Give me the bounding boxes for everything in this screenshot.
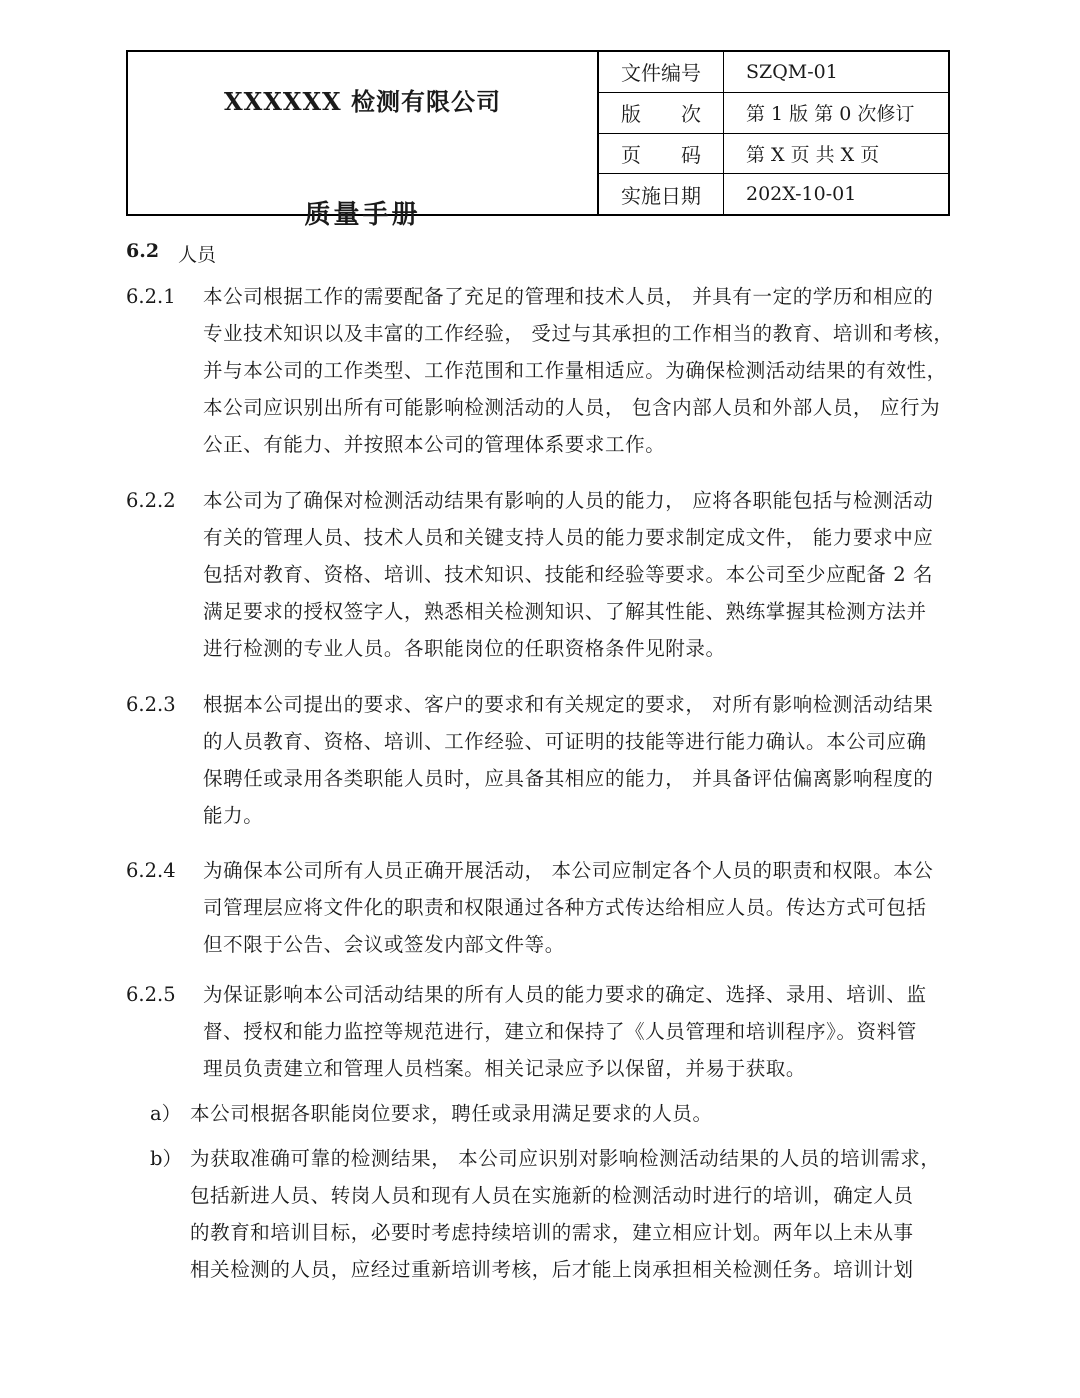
text-line: 为获取准确可靠的检测结果， 本公司应识别对影响检测活动结果的人员的培训需求， (190, 1147, 941, 1170)
clause-text (203, 686, 956, 834)
clause-number: 6.2.5 (126, 983, 176, 1006)
clause-6-2-5 (126, 976, 956, 1087)
header-title-cell (128, 52, 599, 230)
text-line: 本公司根据各职能岗位要求，聘任或录用满足要求的人员。 (190, 1102, 713, 1125)
text-line: 为确保本公司所有人员正确开展活动， 本公司应制定各个人员的职责和权限。本公 (203, 859, 934, 882)
clause-number: 6.2.2 (126, 489, 176, 512)
header-value: SZQM-01 (746, 60, 838, 83)
text-line: 相关检测的人员，应经过重新培训考核，后才能上岗承担相关检测任务。培训计划 (190, 1258, 914, 1281)
list-marker: a） (150, 1102, 182, 1125)
list-item-text (190, 1140, 956, 1288)
list-item-b (150, 1140, 956, 1288)
text-line: 有关的管理人员、技术人员和关键支持人员的能力要求制定成文件， 能力要求中应 (203, 526, 934, 549)
text-line: 公正、有能力、并按照本公司的管理体系要求工作。 (203, 433, 666, 456)
text-line: 能力。 (203, 804, 264, 827)
clause-text (203, 482, 956, 667)
clause-number: 6.2.1 (126, 285, 176, 308)
text-line: 但不限于公告、会议或签发内部文件等。 (203, 933, 565, 956)
text-line: 司管理层应将文件化的职责和权限通过各种方式传达给相应人员。传达方式可包括 (203, 896, 927, 919)
clause-number: 6.2.3 (126, 693, 176, 716)
text-line: 包括对教育、资格、培训、技术知识、技能和经验等要求。本公司至少应配备 2 名 (203, 563, 934, 586)
text-line: 包括新进人员、转岗人员和现有人员在实施新的检测活动时进行的培训，确定人员 (190, 1184, 914, 1207)
header-label: 版 次 (599, 93, 724, 133)
clause-text (203, 852, 956, 963)
text-line: 并与本公司的工作类型、工作范围和工作量相适应。为确保检测活动结果的有效性， (203, 359, 947, 382)
header-row-page (599, 134, 948, 175)
list-item-a (150, 1095, 956, 1132)
clause-number: 6.2.4 (126, 859, 176, 882)
document-header-table (126, 50, 950, 230)
clause-text (203, 976, 956, 1087)
text-line: 理员负责建立和管理人员档案。相关记录应予以保留，并易于获取。 (203, 1057, 807, 1080)
text-line: 督、授权和能力监控等规范进行，建立和保持了《人员管理和培训程序》。资料管 (203, 1020, 917, 1043)
header-row-version (599, 93, 948, 134)
manual-title: 质量手册 (304, 200, 421, 230)
section-number: 6.2 (126, 240, 160, 262)
text-line: 本公司为了确保对检测活动结果有影响的人员的能力， 应将各职能包括与检测活动 (203, 489, 934, 512)
header-info-cells (599, 52, 948, 214)
header-value: 202X-10-01 (746, 183, 857, 206)
clause-6-2-1 (126, 278, 956, 463)
list-marker: b） (150, 1147, 182, 1170)
header-value: 第 X 页 共 X 页 (746, 143, 880, 166)
text-line: 专业技术知识以及丰富的工作经验， 受过与其承担的工作相当的教育、培训和考核， (203, 322, 954, 345)
header-label: 实施日期 (599, 174, 724, 214)
text-line: 的人员教育、资格、培训、工作经验、可证明的技能等进行能力确认。本公司应确 (203, 730, 927, 753)
clause-text (203, 278, 956, 463)
company-name: XXXXXX 检测有限公司 (223, 87, 502, 116)
text-line: 满足要求的授权签字人，熟悉相关检测知识、了解其性能、熟练掌握其检测方法并 (203, 600, 927, 623)
text-line: 本公司应识别出所有可能影响检测活动的人员， 包含内部人员和外部人员， 应行为 (203, 396, 941, 419)
clause-6-2-3 (126, 686, 956, 834)
text-line: 的教育和培训目标，必要时考虑持续培训的需求，建立相应计划。两年以上未从事 (190, 1221, 914, 1244)
text-line: 保聘任或录用各类职能人员时，应具备其相应的能力， 并具备评估偏离影响程度的 (203, 767, 934, 790)
header-value: 第 1 版 第 0 次修订 (746, 103, 915, 126)
clause-6-2-4 (126, 852, 956, 963)
section-heading (126, 240, 216, 267)
text-line: 为保证影响本公司活动结果的所有人员的能力要求的确定、选择、录用、培训、监 (203, 983, 927, 1006)
list-item-text (190, 1095, 956, 1132)
text-line: 进行检测的专业人员。各职能岗位的任职资格条件见附录。 (203, 637, 726, 660)
header-label: 文件编号 (599, 52, 724, 92)
header-label: 页 码 (599, 134, 724, 174)
section-title: 人员 (178, 244, 217, 266)
clause-6-2-2 (126, 482, 956, 667)
text-line: 本公司根据工作的需要配备了充足的管理和技术人员， 并具有一定的学历和相应的 (203, 285, 934, 308)
header-row-doc-number (599, 52, 948, 93)
text-line: 根据本公司提出的要求、客户的要求和有关规定的要求， 对所有影响检测活动结果 (203, 693, 934, 716)
header-row-effective-date (599, 174, 948, 214)
